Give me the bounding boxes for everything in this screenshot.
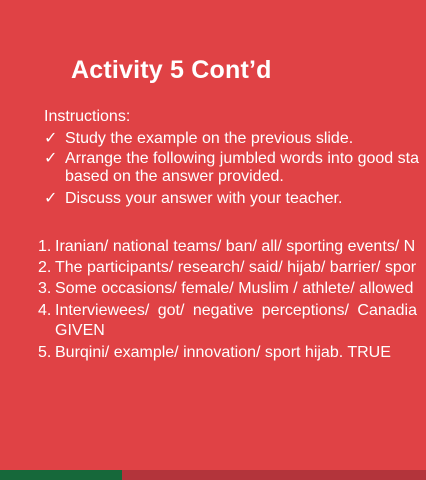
list-number: 5. [38,344,52,361]
check-icon: ✓ [44,130,58,147]
list-number: 1. [38,238,52,255]
instruction-item-3 [44,188,342,208]
instruction-item-2-continued: based on the answer provided. [65,168,284,185]
list-item-5 [38,344,391,362]
list-item-4 [38,302,417,320]
list-text: Burqini/ example/ innovation/ sport hijab. TRUE [55,344,391,361]
list-item-1 [38,238,415,256]
list-item-3 [38,280,413,298]
list-item-2 [38,259,416,277]
instruction-text: Study the example on the previous slide. [65,130,354,147]
list-text: Iranian/ national teams/ ban/ all/ sporting events/ N [55,238,416,255]
list-text: The participants/ research/ said/ hijab/ barrier/ spor [55,259,417,276]
list-number: 2. [38,259,52,276]
instruction-text: Arrange the following jumbled words into good sta [65,150,419,167]
slide-title: Activity 5 Cont’d [71,56,272,84]
instruction-text: Discuss your answer with your teacher. [65,190,343,207]
list-item-4-continued: GIVEN [55,322,105,339]
bottom-bar-dark [122,470,426,480]
instruction-item-2 [44,148,419,168]
bottom-bar-green [0,470,122,480]
list-number: 3. [38,280,52,297]
check-icon: ✓ [44,190,58,207]
list-number: 4. [38,302,52,319]
list-text: Interviewees/ got/ negative perceptions/ Canadia [55,302,417,319]
check-icon: ✓ [44,150,58,167]
instruction-item-1 [44,128,353,148]
list-text: Some occasions/ female/ Muslim / athlete/ allowed [55,280,414,297]
instructions-heading: Instructions: [44,108,131,125]
